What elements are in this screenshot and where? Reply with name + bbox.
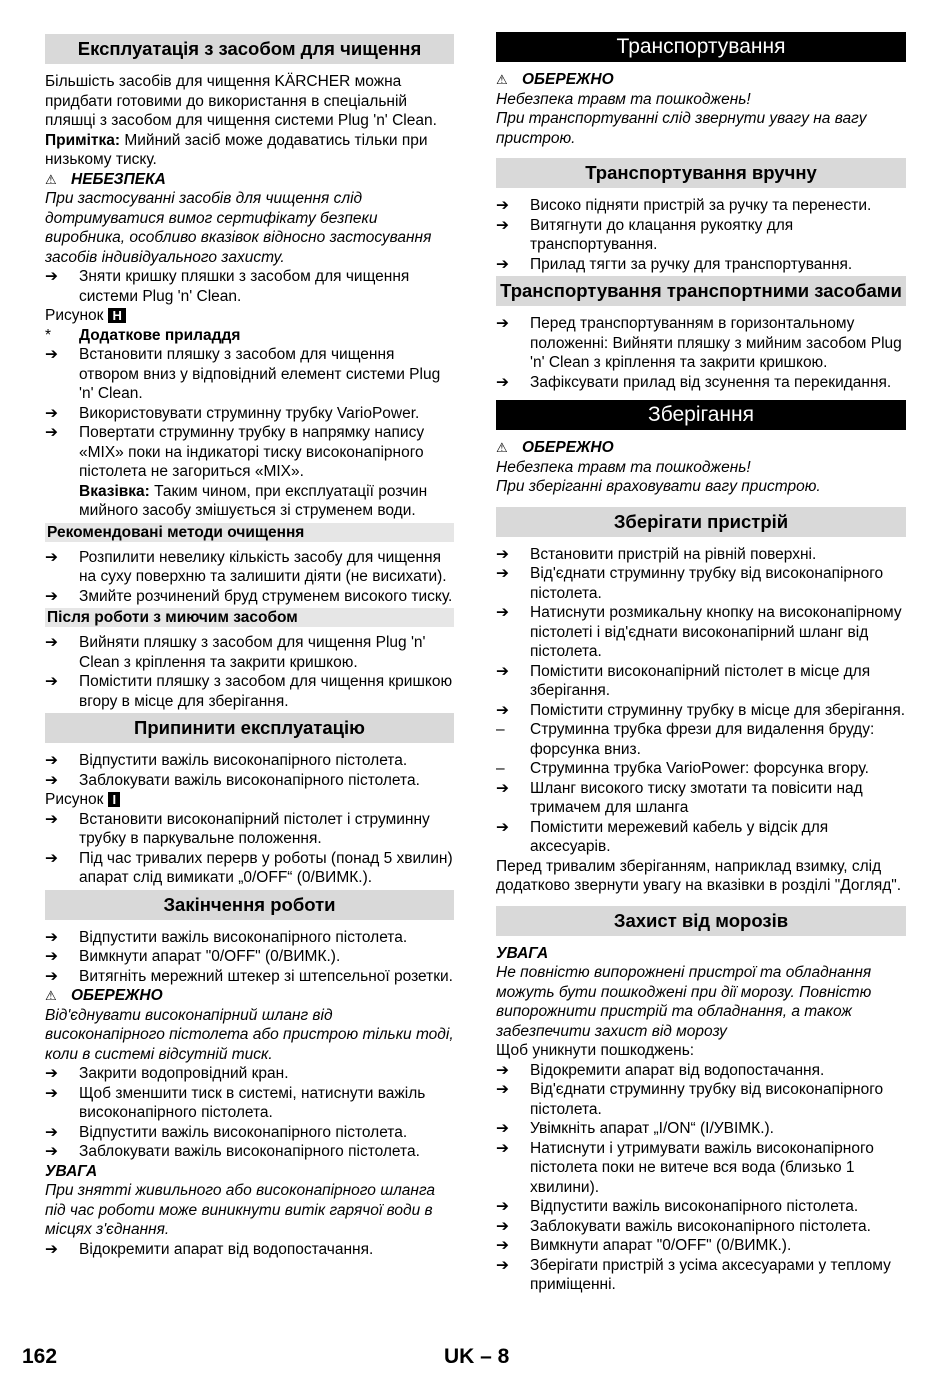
arrow-icon: ➔ xyxy=(496,779,509,797)
arrow-icon: ➔ xyxy=(45,948,58,965)
list-item: ➔ Шланг високого тиску змотати та повісити над тримачем для шланга xyxy=(496,779,863,816)
arrow-icon: ➔ xyxy=(496,255,509,273)
arrow-icon: ➔ xyxy=(496,315,509,332)
caution-text: При зберіганні враховувати вагу пристрою. xyxy=(496,478,821,495)
chapter-heading: Зберігання xyxy=(496,400,906,430)
list-item: ➔ Натиснути розмикальну кнопку на високонапірному пістолеті і від'єднати високонапірний шланг від пістолета. xyxy=(496,604,902,660)
list-item: ➔ Зафіксувати прилад від зсунення та перекидання. xyxy=(496,373,892,391)
arrow-icon: ➔ xyxy=(45,967,58,985)
arrow-icon: ➔ xyxy=(45,1123,58,1141)
arrow-icon: ➔ xyxy=(45,404,58,422)
list-item: ➔ Високо підняти пристрій за ручку та перенести. xyxy=(496,197,872,214)
hint-label: Вказівка: xyxy=(79,482,150,500)
section-heading: Зберігати пристрій xyxy=(496,507,906,537)
arrow-icon: ➔ xyxy=(496,216,509,234)
arrow-icon: ➔ xyxy=(45,810,58,828)
note-label: Примітка: xyxy=(45,131,121,149)
list-item: ➔ Встановити високонапірний пістолет і струминну трубку в паркувальне положення. xyxy=(45,810,430,847)
danger-text: При застосуванні засобів для чищення слід дотримуватися вимог сертифікату безпеки виробника, особливо вказівок відносно застосування засобів індивідуального захисту. xyxy=(45,190,432,266)
arrow-icon: ➔ xyxy=(45,346,58,363)
list-item: ➔ Відокремити апарат від водопостачання. xyxy=(496,1061,825,1079)
dash-bullet: – xyxy=(496,760,505,777)
arrow-icon: ➔ xyxy=(45,673,58,690)
arrow-icon: ➔ xyxy=(45,1065,58,1082)
accessory-note: * Додаткове приладдя xyxy=(45,326,241,344)
list-item: ➔ Увімкніть апарат „I/ON“ (I/УВІМК.). xyxy=(496,1120,774,1137)
list-item: ➔ Відпустити важіль високонапірного пістолета. xyxy=(45,752,408,769)
paragraph: Перед тривалим зберіганням, наприклад взимку, слід додатково звернути увагу на вказівки в розділі "Догляд". xyxy=(496,857,902,894)
list-item: ➔ Відпустити важіль високонапірного пістолета. xyxy=(45,928,408,946)
warning-icon: ⚠ xyxy=(496,72,508,87)
list-item: ➔ Заблокувати важіль високонапірного пістолета. xyxy=(45,771,420,789)
warning-icon: ⚠ xyxy=(496,440,508,455)
arrow-icon: ➔ xyxy=(45,928,58,946)
page-number: 162 xyxy=(22,1345,58,1368)
list-item: ➔ Перед транспортуванням в горизонтальному положенні: Вийняти пляшку з мийним засобом Plug 'n' Clean з кріплення та закрити кришкою. xyxy=(496,315,902,371)
list-item: ➔ Прилад тягти за ручку для транспортування. xyxy=(496,255,853,273)
figure-label: I xyxy=(108,792,120,807)
arrow-icon: ➔ xyxy=(496,1256,509,1274)
caution-text: Небезпека травм та пошкоджень! xyxy=(496,458,751,476)
arrow-icon: ➔ xyxy=(496,373,509,391)
warning-icon: ⚠ xyxy=(45,988,57,1003)
list-item: ➔ Встановити пляшку з засобом для чищення отвором вниз у відповідний елемент системи Plug 'n' Clean. xyxy=(45,346,441,402)
list-item: ➔ Витягнути до клацання рукоятку для транспортування. xyxy=(496,216,794,253)
arrow-icon: ➔ xyxy=(496,1061,509,1079)
arrow-icon: ➔ xyxy=(496,1217,509,1235)
page-code: UK – 8 xyxy=(444,1345,510,1368)
list-item: ➔ Натиснути і утримувати важіль високонапірного пістолета поки не витече вся вода (близько 1 хвилини). xyxy=(496,1139,874,1196)
arrow-icon: ➔ xyxy=(496,565,509,582)
list-item: ➔ Відпустити важіль високонапірного пістолета. xyxy=(496,1198,859,1215)
dash-item: – Струминна трубка фрези для видалення бруду: форсунка вниз. xyxy=(496,721,875,758)
list-item: ➔ Помістити високонапірний пістолет в місце для зберігання. xyxy=(496,662,871,699)
list-item: ➔ Відпустити важіль високонапірного пістолета. xyxy=(45,1123,408,1141)
subsection-heading: Після роботи з миючим засобом xyxy=(45,608,454,627)
note xyxy=(45,131,454,170)
caution-text: Від'єднувати високонапірний шланг від високонапірного пістолета або пристрою тільки тоді, коли в системі відсутній тиск. xyxy=(45,1006,454,1063)
section-heading: Транспортування вручну xyxy=(496,158,906,188)
arrow-icon: ➔ xyxy=(496,604,509,621)
dash-bullet: – xyxy=(496,721,505,738)
list-item: ➔ Заблокувати важіль високонапірного пістолета. xyxy=(45,1143,420,1160)
figure-label: H xyxy=(108,308,125,323)
list-item: ➔ Змийте розчинений бруд струменем високого тиску. xyxy=(45,587,453,605)
list-item: ➔ Зняти кришку пляшки з засобом для чищення системи Plug 'n' Clean. xyxy=(45,268,410,305)
section-heading: Транспортування транспортними засобами xyxy=(496,276,906,306)
caution-text: При транспортуванні слід звернути увагу на вагу пристрою. xyxy=(496,110,867,147)
list-item: ➔ Закрити водопровідний кран. xyxy=(45,1065,289,1082)
arrow-icon: ➔ xyxy=(45,849,58,867)
list-item: ➔ Вимкнути апарат "0/OFF" (0/ВИМК.). xyxy=(45,948,341,965)
list-item: ➔ Повертати струминну трубку в напрямку напису «MIX» поки на індикаторі тиску високонапірного пістолета не загориться «MIX». xyxy=(45,424,425,480)
list-item: ➔ Під час тривалих перерв у роботы (понад 5 хвилин) апарат слід вимикати „0/OFF“ (0/ВИМК.). xyxy=(45,849,453,886)
arrow-icon: ➔ xyxy=(45,424,58,441)
list-item: ➔ Від'єднати струминну трубку від високонапірного пістолета. xyxy=(496,565,884,602)
subsection-heading: Рекомендовані методи очищення xyxy=(45,523,454,542)
arrow-icon: ➔ xyxy=(496,1237,509,1254)
list-item: ➔ Використовувати струминну трубку VarioPower. xyxy=(45,404,420,422)
left-column xyxy=(45,32,454,1259)
paragraph: Більшість засобів для чищення KÄRCHER можна придбати готовими до використання в спеціальній пляшці з засобом для чищення системи Plug 'n' Clean. xyxy=(45,73,437,129)
right-column xyxy=(496,32,906,1295)
figure-reference: Рисунок I xyxy=(45,790,454,810)
section-heading: Закінчення роботи xyxy=(45,890,454,920)
list-item: ➔ Щоб зменшити тиск в системі, натиснути важіль високонапірного пістолета. xyxy=(45,1084,426,1121)
caution-heading: ⚠ ОБЕРЕЖНО xyxy=(496,71,614,88)
list-item: ➔ Від'єднати струминну трубку від високонапірного пістолета. xyxy=(496,1081,884,1118)
danger-heading: ⚠ НЕБЕЗПЕКА xyxy=(45,170,166,188)
attention-heading: УВАГА xyxy=(496,944,549,962)
dash-item: – Струминна трубка VarioPower: форсунка вгору. xyxy=(496,760,869,777)
section-heading: Припинити експлуатацію xyxy=(45,713,454,743)
arrow-icon: ➔ xyxy=(45,752,58,769)
arrow-icon: ➔ xyxy=(45,1143,58,1160)
list-item: ➔ Помістити пляшку з засобом для чищення кришкою вгору в місце для зберігання. xyxy=(45,673,453,710)
caution-heading: ⚠ ОБЕРЕЖНО xyxy=(45,987,163,1004)
list-item: ➔ Встановити пристрій на рівній поверхні. xyxy=(496,545,817,563)
paragraph: Щоб уникнути пошкоджень: xyxy=(496,1042,695,1059)
arrow-icon: ➔ xyxy=(45,634,58,651)
arrow-icon: ➔ xyxy=(45,771,58,789)
caution-heading: ⚠ ОБЕРЕЖНО xyxy=(496,439,614,456)
arrow-icon: ➔ xyxy=(496,1198,509,1215)
caution-text: Небезпека травм та пошкоджень! xyxy=(496,90,751,108)
section-heading: Захист від морозів xyxy=(496,906,906,936)
arrow-icon: ➔ xyxy=(496,197,509,214)
attention-text: При знятті живильного або високонапірного шланга під час роботи може виникнути витік гарячої води в місцях з'єднання. xyxy=(45,1182,436,1238)
arrow-icon: ➔ xyxy=(496,545,509,563)
attention-heading: УВАГА xyxy=(45,1162,98,1180)
chapter-heading: Транспортування xyxy=(496,32,906,62)
arrow-icon: ➔ xyxy=(496,1120,509,1137)
arrow-icon: ➔ xyxy=(45,587,58,605)
arrow-icon: ➔ xyxy=(45,548,58,566)
figure-reference: Рисунок H xyxy=(45,306,454,326)
arrow-icon: ➔ xyxy=(496,662,509,680)
arrow-icon: ➔ xyxy=(496,818,509,836)
note-text: Мийний засіб може додаватись тільки при низькому тиску. xyxy=(45,131,428,168)
list-item: ➔ Відокремити апарат від водопостачання. xyxy=(45,1240,374,1258)
arrow-icon: ➔ xyxy=(496,701,509,719)
arrow-icon: ➔ xyxy=(45,1240,58,1258)
warning-icon: ⚠ xyxy=(45,171,57,187)
list-item: ➔ Зберігати пристрій з усіма аксесуарами у теплому приміщенні. xyxy=(496,1256,891,1293)
arrow-icon: ➔ xyxy=(45,1084,58,1102)
arrow-icon: ➔ xyxy=(45,268,58,285)
hint: Вказівка: Таким чином, при експлуатації розчин мийного засобу змішується зі струменем води. xyxy=(79,482,428,519)
list-item: ➔ Помістити мережевий кабель у відсік для аксесуарів. xyxy=(496,818,829,855)
attention-text: Не повністю випорожнені пристрої та обладнання можуть бути пошкоджені при дії морозу. Повністю випорожнити пристрій та обладнання, а також забезпечити захист від морозу xyxy=(496,964,872,1040)
list-item: ➔ Витягніть мережний штекер зі штепсельної розетки. xyxy=(45,967,453,985)
section-heading: Експлуатація з засобом для чищення xyxy=(45,34,454,64)
list-item: ➔ Заблокувати важіль високонапірного пістолета. xyxy=(496,1217,871,1235)
list-item: ➔ Розпилити невелику кількість засобу для чищення на суху поверхню та залишити діяти (не висихати). xyxy=(45,548,447,585)
arrow-icon: ➔ xyxy=(496,1139,509,1157)
arrow-icon: ➔ xyxy=(496,1081,509,1098)
list-item: ➔ Вийняти пляшку з засобом для чищення Plug 'n' Clean з кріплення та закрити кришкою. xyxy=(45,634,426,671)
list-item: ➔ Помістити струминну трубку в місце для зберігання. xyxy=(496,701,906,719)
list-item: ➔ Вимкнути апарат "0/OFF" (0/ВИМК.). xyxy=(496,1237,792,1254)
